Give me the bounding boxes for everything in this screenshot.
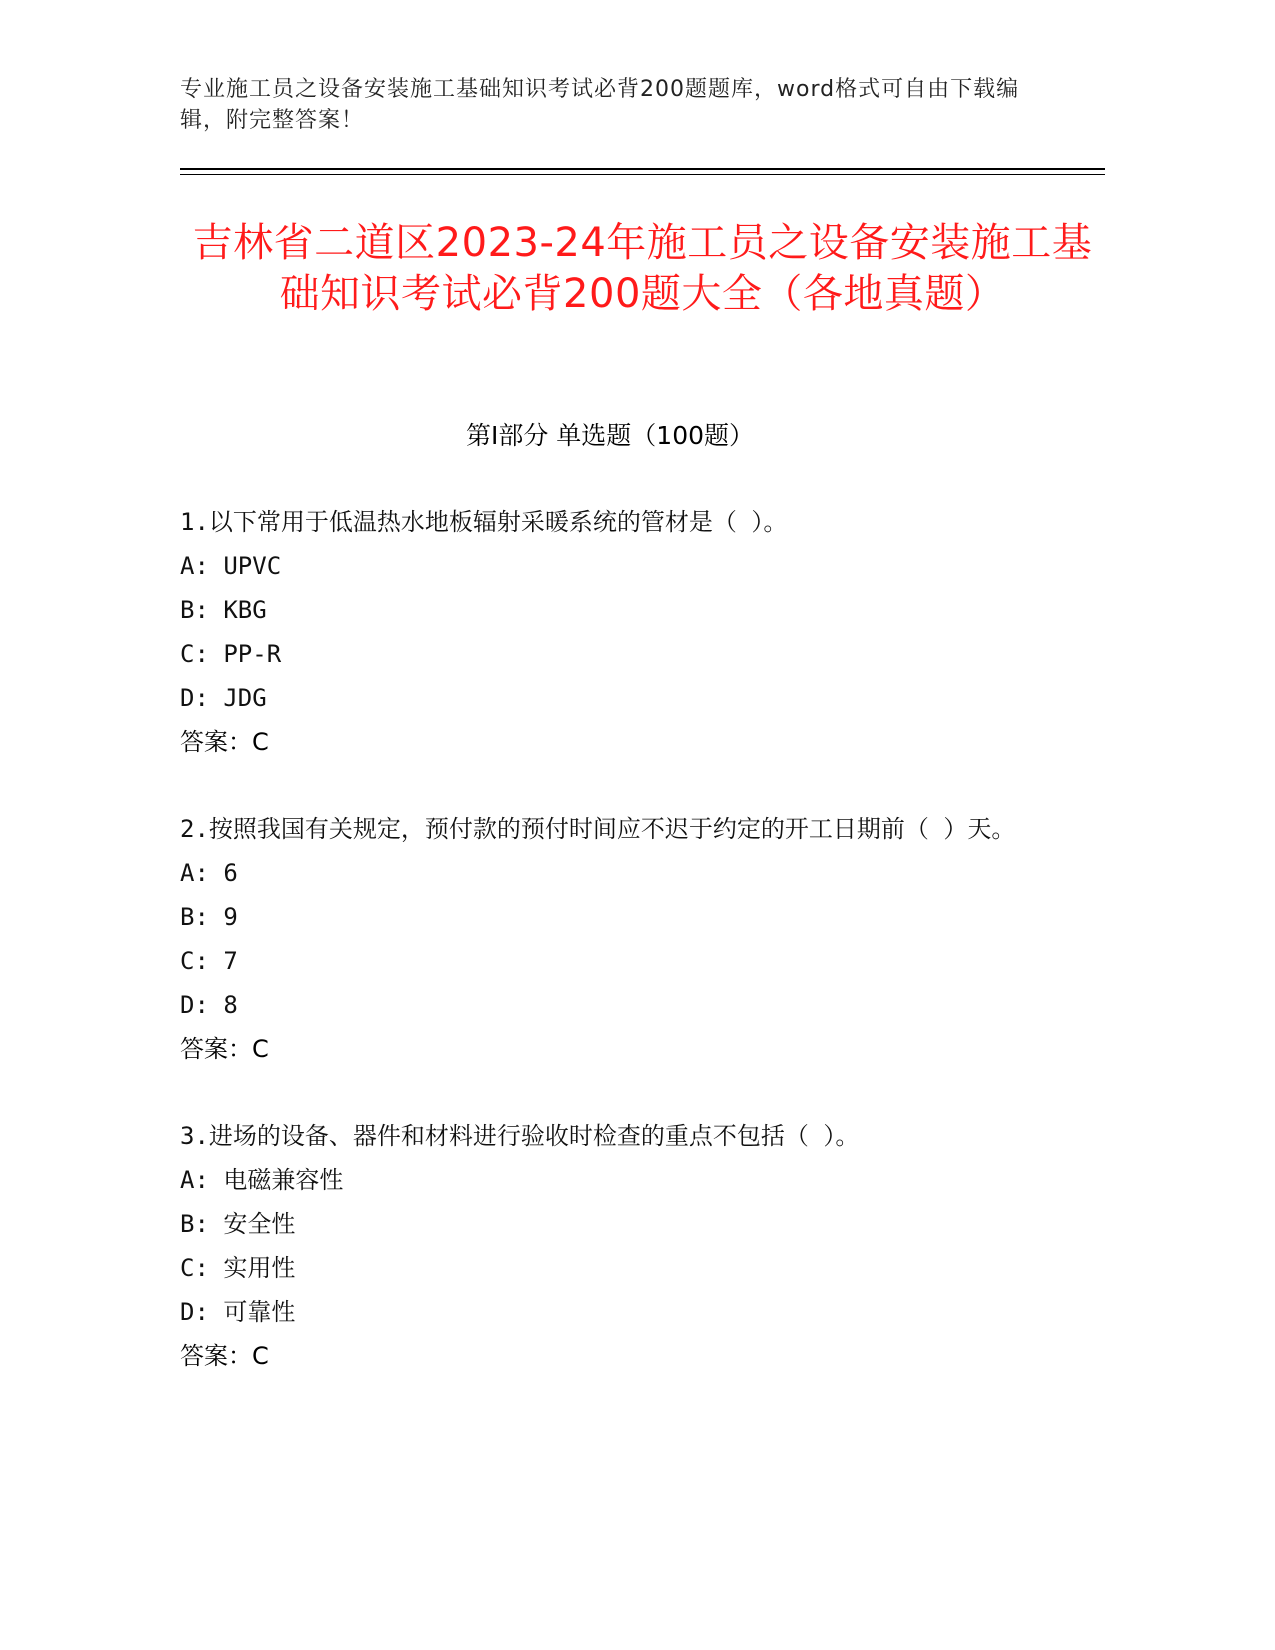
option-c: C: 实用性 [180,1254,296,1282]
option-d: D: 8 [180,991,238,1019]
option-c: C: 7 [180,947,238,975]
option-a: A: 电磁兼容性 [180,1166,344,1194]
header-note: 专业施工员之设备安装施工基础知识考试必背200题题库，word格式可自由下载编辑，附完整答案！ [180,77,1020,133]
option-d: D: 可靠性 [180,1298,296,1326]
question-2 [180,807,1060,1071]
question-1 [180,500,1060,764]
question-text: 1.以下常用于低温热水地板辐射采暖系统的管材是（ ）。 [180,508,788,536]
document-title: 吉林省二道区2023-24年施工员之设备安装施工基础知识考试必背200题大全（各地真题） [192,220,1093,317]
option-b: B: 安全性 [180,1210,296,1238]
question-text: 2.按照我国有关规定，预付款的预付时间应不迟于约定的开工日期前（ ）天。 [180,815,1016,843]
option-b: B: KBG [180,596,267,624]
header-divider-thin [180,174,1105,175]
option-a: A: UPVC [180,552,282,580]
option-d: D: JDG [180,684,267,712]
question-list [180,500,1060,1421]
question-text: 3.进场的设备、器件和材料进行验收时检查的重点不包括（ ）。 [180,1122,860,1150]
answer-line: 答案：C [180,728,269,756]
header-divider-thick [180,168,1105,170]
answer-line: 答案：C [180,1035,269,1063]
option-a: A: 6 [180,859,238,887]
section-title: 第Ⅰ部分 单选题（100题） [465,421,755,450]
option-b: B: 9 [180,903,238,931]
answer-line: 答案：C [180,1342,269,1370]
option-c: C: PP-R [180,640,282,668]
question-3 [180,1114,1060,1378]
